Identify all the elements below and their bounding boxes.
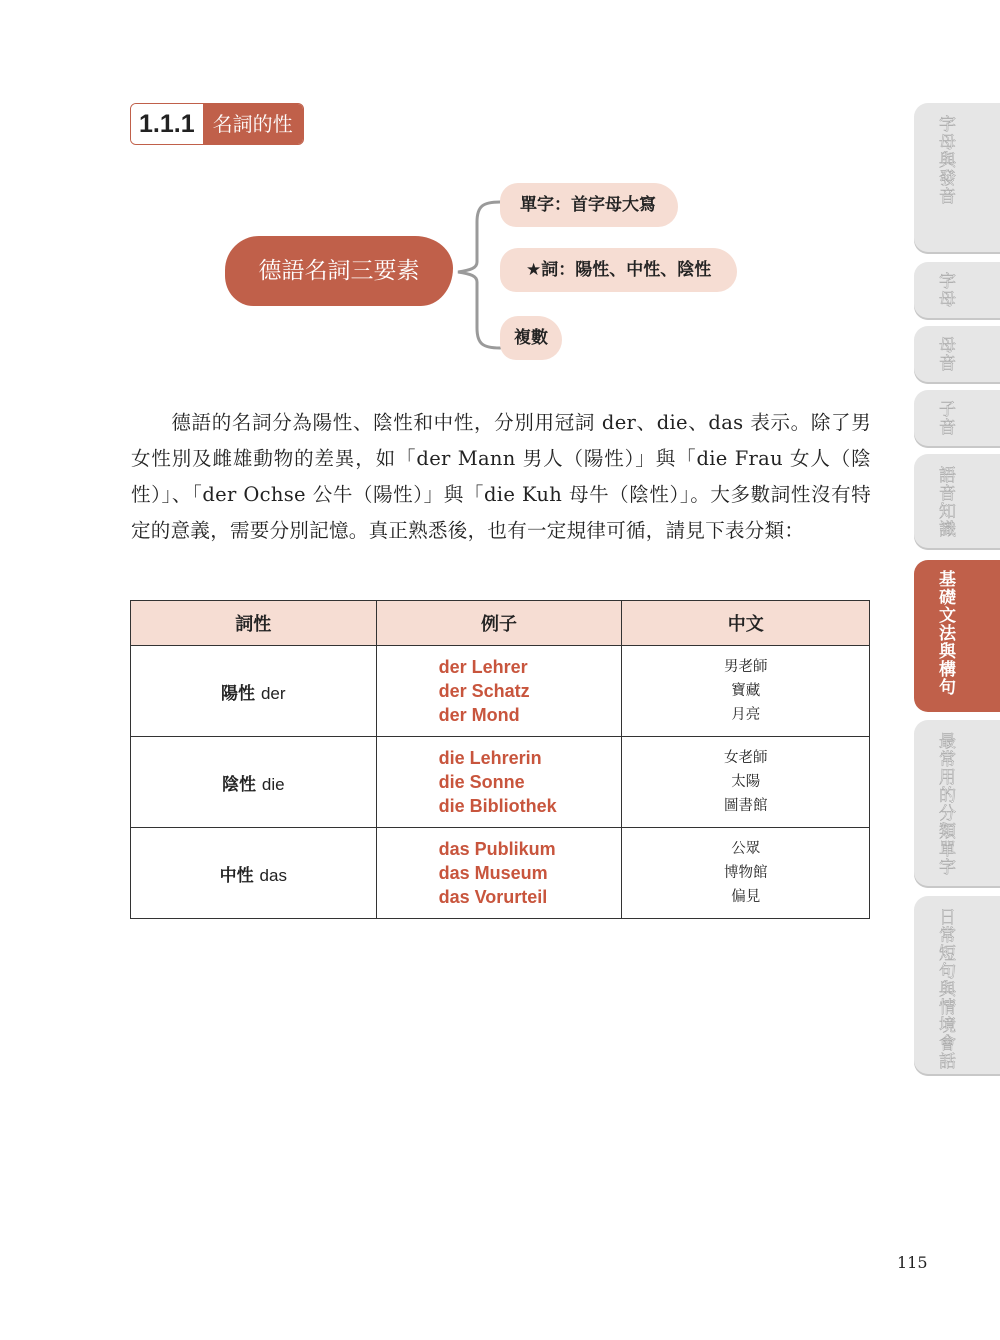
table-row — [131, 646, 870, 737]
table-row — [131, 737, 870, 828]
side-tab-label: 字母與發音 — [935, 115, 955, 205]
example-word: der Lehrer — [438, 657, 528, 677]
side-tab-alphabet-pronunciation[interactable] — [914, 103, 1000, 254]
body-paragraph — [131, 405, 871, 549]
side-tab-basic-grammar[interactable] — [914, 560, 1000, 712]
translation: 偏見 — [731, 889, 761, 905]
paragraph-text: 德語的名詞分為陽性、陰性和中性，分別用冠詞 der、die、das 表示。除了男女性別及雌雄動物的差異，如「der Mann 男人（陽性）」與「die Frau 女人（陰性）」、「der Ochse 公牛（陽性）」與「die Kuh 母牛（陰性）」。大多數詞性沒有特定的意義，需要分別記憶。真正熟悉後，也有一定規律可循，請見下表分類： — [131, 411, 871, 542]
page-number: 115 — [897, 1253, 928, 1272]
table-header-row — [131, 601, 870, 646]
gender-table — [130, 600, 870, 919]
mindmap-root: 德語名詞三要素 — [225, 236, 453, 306]
translation: 圖書館 — [723, 798, 768, 814]
section-heading — [130, 103, 304, 145]
mindmap-branch-gender: ★詞：陽性、中性、陰性 — [500, 248, 737, 292]
translation: 寶藏 — [731, 683, 761, 699]
translation: 女老師 — [723, 750, 768, 766]
translation: 月亮 — [731, 707, 761, 723]
translation-cell — [622, 646, 870, 737]
gender-cell — [131, 737, 377, 828]
gender-label: 陽性 — [221, 683, 256, 704]
article-label: die — [261, 774, 285, 794]
side-tab-label: 最常用的分類單字 — [935, 732, 955, 876]
side-tab-label: 字母 — [935, 272, 955, 308]
section-title: 名詞的性 — [203, 104, 303, 144]
side-tab-label: 母音 — [935, 336, 955, 372]
example-word: das Publikum — [438, 839, 556, 859]
example-word: der Schatz — [438, 681, 530, 701]
translation: 公眾 — [731, 841, 761, 857]
header-examples: 例子 — [376, 601, 622, 646]
example-word: die Bibliothek — [438, 796, 557, 816]
mindmap-bracket — [455, 200, 505, 350]
gender-cell — [131, 828, 377, 919]
section-number: 1.1.1 — [131, 104, 203, 144]
gender-cell — [131, 646, 377, 737]
translation: 太陽 — [731, 774, 761, 790]
example-word: das Museum — [438, 863, 548, 883]
translation: 博物館 — [723, 865, 768, 881]
example-word: der Mond — [438, 705, 520, 725]
side-tab-label: 子音 — [935, 400, 955, 436]
article-label: das — [259, 865, 287, 885]
mindmap-branch-capitalization: 單字：首字母大寫 — [500, 183, 678, 227]
side-tab-consonants[interactable] — [914, 390, 1000, 448]
side-tab-phonetics[interactable] — [914, 454, 1000, 550]
translation-cell — [622, 737, 870, 828]
mindmap-branch-plural: 複數 — [500, 316, 562, 360]
table-row — [131, 828, 870, 919]
side-tab-label: 日常短句與情境會話 — [935, 908, 955, 1070]
gender-label: 陰性 — [221, 774, 256, 795]
example-word: die Sonne — [438, 772, 525, 792]
examples-cell — [376, 646, 622, 737]
header-chinese: 中文 — [622, 601, 870, 646]
article-label: der — [260, 683, 286, 703]
translation: 男老師 — [723, 659, 768, 675]
examples-cell — [376, 828, 622, 919]
example-word: die Lehrerin — [438, 748, 542, 768]
side-tab-daily-phrases[interactable] — [914, 896, 1000, 1076]
examples-cell — [376, 737, 622, 828]
side-tab-vocabulary[interactable] — [914, 720, 1000, 888]
header-gender: 詞性 — [131, 601, 377, 646]
side-tab-letters[interactable] — [914, 262, 1000, 320]
gender-label: 中性 — [219, 865, 254, 886]
side-tab-label: 基礎文法與構句 — [935, 570, 955, 696]
translation-cell — [622, 828, 870, 919]
example-word: das Vorurteil — [438, 887, 548, 907]
side-tab-label: 語音知識 — [935, 466, 955, 538]
side-tab-vowels[interactable] — [914, 326, 1000, 384]
